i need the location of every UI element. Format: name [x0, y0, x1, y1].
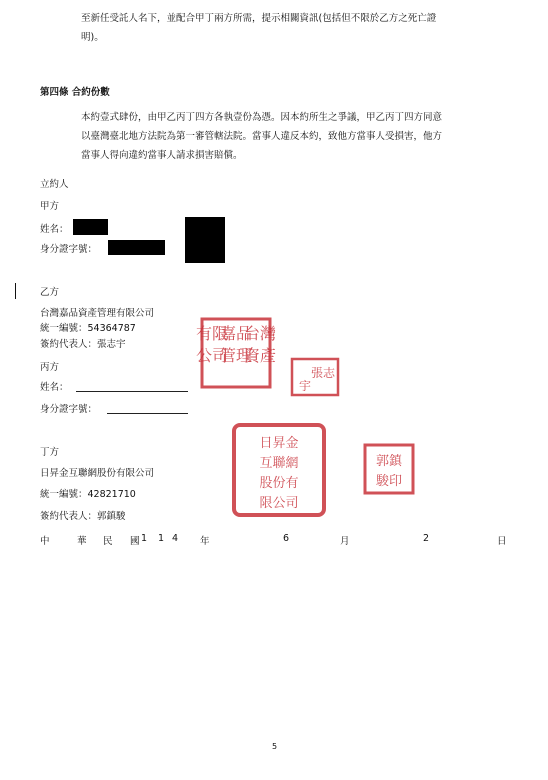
date-char: 2: [423, 533, 430, 544]
date-char: 華: [77, 536, 87, 547]
text-cursor: [15, 283, 16, 299]
party-b-company-seal: [195, 317, 277, 389]
party-a-name-label: 姓名：: [40, 224, 69, 235]
party-c-name-blank: [76, 391, 188, 392]
date-char: 國: [130, 536, 140, 547]
party-c-id-label: 身分證字號：: [40, 404, 98, 415]
party-b-rep: 簽約代表人：張志宇: [40, 339, 126, 350]
signers-title: 立約人: [40, 179, 69, 190]
carryover-line-1: 至新任受託人名下，並配合甲丁兩方所需，提示相關資訊(包括但不限於乙方之死亡證: [81, 13, 437, 24]
seal-text: 台灣: [243, 324, 277, 343]
seal-text: 宇: [298, 379, 312, 393]
party-c-name-label: 姓名：: [40, 382, 69, 393]
carryover-line-2: 明)。: [81, 32, 104, 43]
party-d-tax-id: 統一編號：42821710: [40, 489, 136, 500]
party-b-tax-id: 統一編號：54364787: [40, 323, 136, 334]
party-d-title: 丁方: [40, 447, 60, 458]
party-a-id-redaction: [108, 240, 165, 255]
date-char: 6: [283, 533, 290, 544]
party-c-id-blank: [107, 413, 188, 414]
date-char: 年: [200, 536, 210, 547]
seal-text: 郭鎮: [375, 454, 403, 469]
date-char: 中: [40, 536, 50, 547]
seal-text: 公司: [195, 346, 229, 365]
seal-text: 管理: [219, 346, 253, 365]
party-a-id-label: 身分證字號：: [40, 244, 98, 255]
party-b-title: 乙方: [40, 287, 60, 298]
date-char: 4: [172, 533, 179, 544]
seal-text: 日昇金: [259, 436, 299, 451]
party-d-rep-seal: [363, 443, 415, 495]
party-a-name-redaction: [73, 219, 108, 235]
seal-text: 有限: [195, 324, 229, 343]
date-char: 月: [340, 536, 350, 547]
party-b-rep-seal: [290, 357, 340, 397]
seal-text: 資產: [243, 346, 277, 365]
seal-text: 互聯網: [259, 456, 299, 471]
party-d-company: 日昇金互聯網股份有限公司: [40, 468, 155, 479]
article-heading: 第四條 合約份數: [40, 87, 110, 98]
date-char: 日: [497, 536, 507, 547]
party-b-company: 台灣嘉品資產管理有限公司: [40, 308, 155, 319]
date-char: 1: [158, 533, 165, 544]
party-a-seal-redaction: [185, 217, 225, 263]
party-c-title: 丙方: [40, 362, 60, 373]
seal-text: 嘉品: [219, 324, 253, 343]
article-body-line-2: 以臺灣臺北地方法院為第一審管轄法院。當事人違反本約，致他方當事人受損害，他方: [81, 131, 443, 142]
seal-text: 限公司: [259, 496, 299, 511]
article-body-line-1: 本約壹式肆份，由甲乙丙丁四方各執壹份為憑。因本約所生之爭議，甲乙丙丁四方同意: [81, 112, 443, 123]
seal-text: 股份有: [259, 476, 299, 491]
date-char: 1: [141, 533, 148, 544]
date-char: 民: [103, 536, 113, 547]
seal-text: 張志: [310, 366, 336, 380]
seal-text: 駿印: [375, 474, 403, 489]
party-d-company-seal: [232, 423, 326, 517]
party-d-rep: 簽約代表人：郭鎮駿: [40, 511, 126, 522]
page-number: 5: [272, 742, 278, 751]
party-a-title: 甲方: [40, 201, 60, 212]
article-body-line-3: 當事人得向違約當事人請求損害賠償。: [81, 150, 243, 161]
